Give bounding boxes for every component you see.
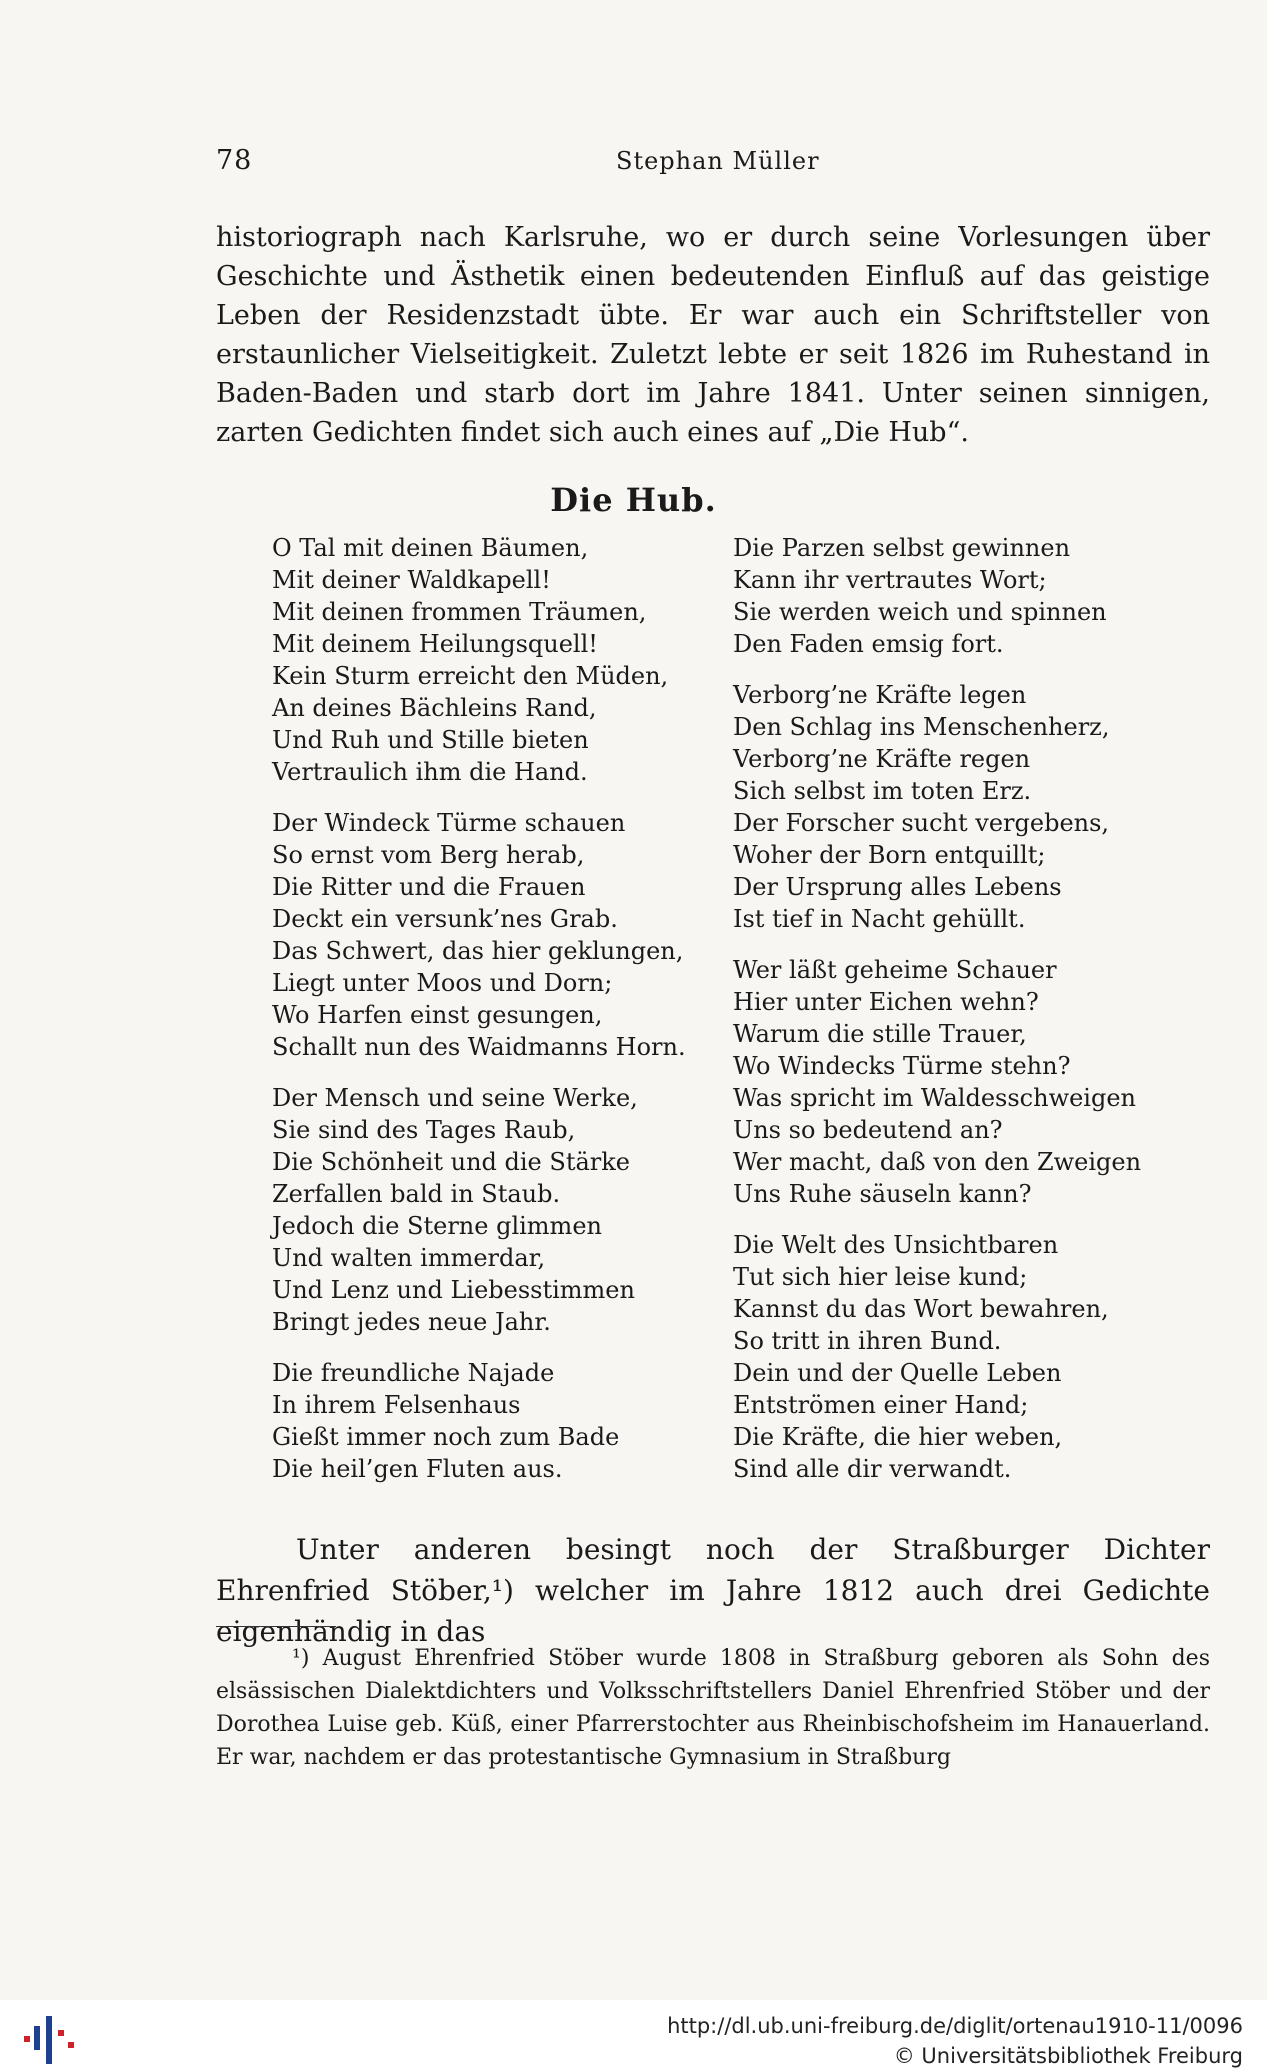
poem-line: Mit deinem Heilungsquell! — [272, 630, 598, 658]
poem-line: Kann ihr vertrautes Wort; — [733, 566, 1047, 594]
body-paragraph-text: historiograph nach Karlsruhe, wo er durch seine Vorlesungen über Geschichte und Ästhetik einen bedeutenden Einfluß auf das geistige Leben der Residenzstadt übte. Er war auch ein Schriftsteller von erstaunlicher Vielseitigkeit. Zuletzt lebte er seit 1826 im Ruhestand in Baden-Baden und starb dort im Jahre 1841. Unter seinen sinnigen, zarten Gedichten findet sich auch eines auf „Die Hub“. — [216, 222, 1210, 448]
page-number: 78 — [216, 145, 253, 176]
poem-line: Hier unter Eichen wehn? — [733, 988, 1039, 1016]
poem-line: Wer läßt geheime Schauer — [733, 956, 1057, 984]
poem-line: Wo Harfen einst gesungen, — [272, 1001, 603, 1029]
poem-line: Und Lenz und Liebesstimmen — [272, 1276, 635, 1304]
poem-stanza — [733, 532, 1173, 660]
poem-line: Die Ritter und die Frauen — [272, 873, 586, 901]
poem-line: Jedoch die Sterne glimmen — [272, 1212, 602, 1240]
poem-line: Gießt immer noch zum Bade — [272, 1423, 620, 1451]
continuation-paragraph — [216, 1529, 1210, 1652]
poem-line: Wo Windecks Türme stehn? — [733, 1052, 1071, 1080]
poem-line: Was spricht im Waldesschweigen — [733, 1084, 1137, 1112]
poem-line: Mit deinen frommen Träumen, — [272, 598, 647, 626]
poem-line: Kannst du das Wort bewahren, — [733, 1295, 1109, 1323]
poem-title: Die Hub. — [550, 481, 717, 519]
poem-line: Den Faden emsig fort. — [733, 630, 1004, 658]
poem-stanza — [733, 679, 1173, 935]
footnote-divider — [216, 1626, 336, 1627]
poem-right-column — [733, 532, 1173, 1504]
poem-stanza — [272, 532, 712, 788]
poem-line: Mit deiner Waldkapell! — [272, 566, 551, 594]
poem-line: Die heil’gen Fluten aus. — [272, 1455, 563, 1483]
footnote-text: ¹) August Ehrenfried Stöber wurde 1808 in Straßburg geboren als Sohn des elsässischen Dialektdichters und Volksschriftstellers Daniel Ehrenfried Stöber und der Dorothea Luise geb. Küß, einer Pfarrerstochter aus Rheinbischofsheim im Hanauerland. Er war, nachdem er das protestantische Gymnasium in Straßburg — [216, 1646, 1210, 1770]
poem-line: Der Mensch und seine Werke, — [272, 1084, 638, 1112]
ub-freiburg-logo-icon[interactable] — [22, 2012, 78, 2068]
permalink-link[interactable]: http://dl.ub.uni-freiburg.de/diglit/ortenau1910-11/0096 — [667, 2014, 1243, 2038]
poem-line: Verborg’ne Kräfte legen — [733, 681, 1027, 709]
poem-line: Den Schlag ins Menschenherz, — [733, 713, 1110, 741]
poem-line: Entströmen einer Hand; — [733, 1391, 1029, 1419]
viewer-footer — [0, 2000, 1267, 2072]
poem-line: Sich selbst im toten Erz. — [733, 777, 1032, 805]
poem-line: Ist tief in Nacht gehüllt. — [733, 905, 1026, 933]
poem-line: Die Welt des Unsichtbaren — [733, 1231, 1059, 1259]
poem-line: Uns Ruhe säuseln kann? — [733, 1180, 1032, 1208]
poem-line: Der Ursprung alles Lebens — [733, 873, 1062, 901]
poem-line: Zerfallen bald in Staub. — [272, 1180, 561, 1208]
poem-stanza — [733, 954, 1173, 1210]
poem-line: Die Schönheit und die Stärke — [272, 1148, 630, 1176]
poem-line: Sind alle dir verwandt. — [733, 1455, 1012, 1483]
poem-line: Schallt nun des Waidmanns Horn. — [272, 1033, 686, 1061]
poem-line: Das Schwert, das hier geklungen, — [272, 937, 684, 965]
poem-line: Die Parzen selbst gewinnen — [733, 534, 1071, 562]
running-head: Stephan Müller — [616, 147, 820, 175]
poem-line: Sie werden weich und spinnen — [733, 598, 1107, 626]
page-header — [216, 145, 1210, 185]
poem-line: Kein Sturm erreicht den Müden, — [272, 662, 669, 690]
poem-line: Sie sind des Tages Raub, — [272, 1116, 576, 1144]
poem-stanza — [272, 807, 712, 1063]
poem-line: In ihrem Felsenhaus — [272, 1391, 521, 1419]
poem-line: Warum die stille Trauer, — [733, 1020, 1027, 1048]
poem-line: Der Forscher sucht vergebens, — [733, 809, 1110, 837]
poem-stanza — [733, 1229, 1173, 1485]
poem-line: Die freundliche Najade — [272, 1359, 555, 1387]
poem-left-column — [272, 532, 712, 1504]
poem-line: Dein und der Quelle Leben — [733, 1359, 1062, 1387]
poem-line: Und Ruh und Stille bieten — [272, 726, 589, 754]
poem-line: Uns so bedeutend an? — [733, 1116, 1003, 1144]
poem-stanza — [272, 1357, 712, 1485]
poem-line: Tut sich hier leise kund; — [733, 1263, 1028, 1291]
footnote — [216, 1642, 1210, 1774]
poem-line: Vertraulich ihm die Hand. — [272, 758, 588, 786]
body-paragraph — [216, 218, 1210, 452]
poem-line: Verborg’ne Kräfte regen — [733, 745, 1031, 773]
poem-line: So ernst vom Berg herab, — [272, 841, 585, 869]
poem-line: Woher der Born entquillt; — [733, 841, 1046, 869]
poem-line: Und walten immerdar, — [272, 1244, 546, 1272]
poem-line: Deckt ein versunk’nes Grab. — [272, 905, 618, 933]
copyright-notice: © Universitätsbibliothek Freiburg — [893, 2044, 1243, 2068]
poem-line: Bringt jedes neue Jahr. — [272, 1308, 551, 1336]
poem-line: So tritt in ihren Bund. — [733, 1327, 1002, 1355]
continuation-text: Unter anderen besingt noch der Straßburger Dichter Ehrenfried Stöber,¹) welcher im Jahre 1812 auch drei Gedichte eigenhändig in das — [216, 1533, 1210, 1648]
poem-line: An deines Bächleins Rand, — [272, 694, 597, 722]
poem-line: Die Kräfte, die hier weben, — [733, 1423, 1063, 1451]
poem-line: O Tal mit deinen Bäumen, — [272, 534, 589, 562]
poem-line: Wer macht, daß von den Zweigen — [733, 1148, 1142, 1176]
poem-line: Der Windeck Türme schauen — [272, 809, 626, 837]
poem-stanza — [272, 1082, 712, 1338]
poem-line: Liegt unter Moos und Dorn; — [272, 969, 613, 997]
